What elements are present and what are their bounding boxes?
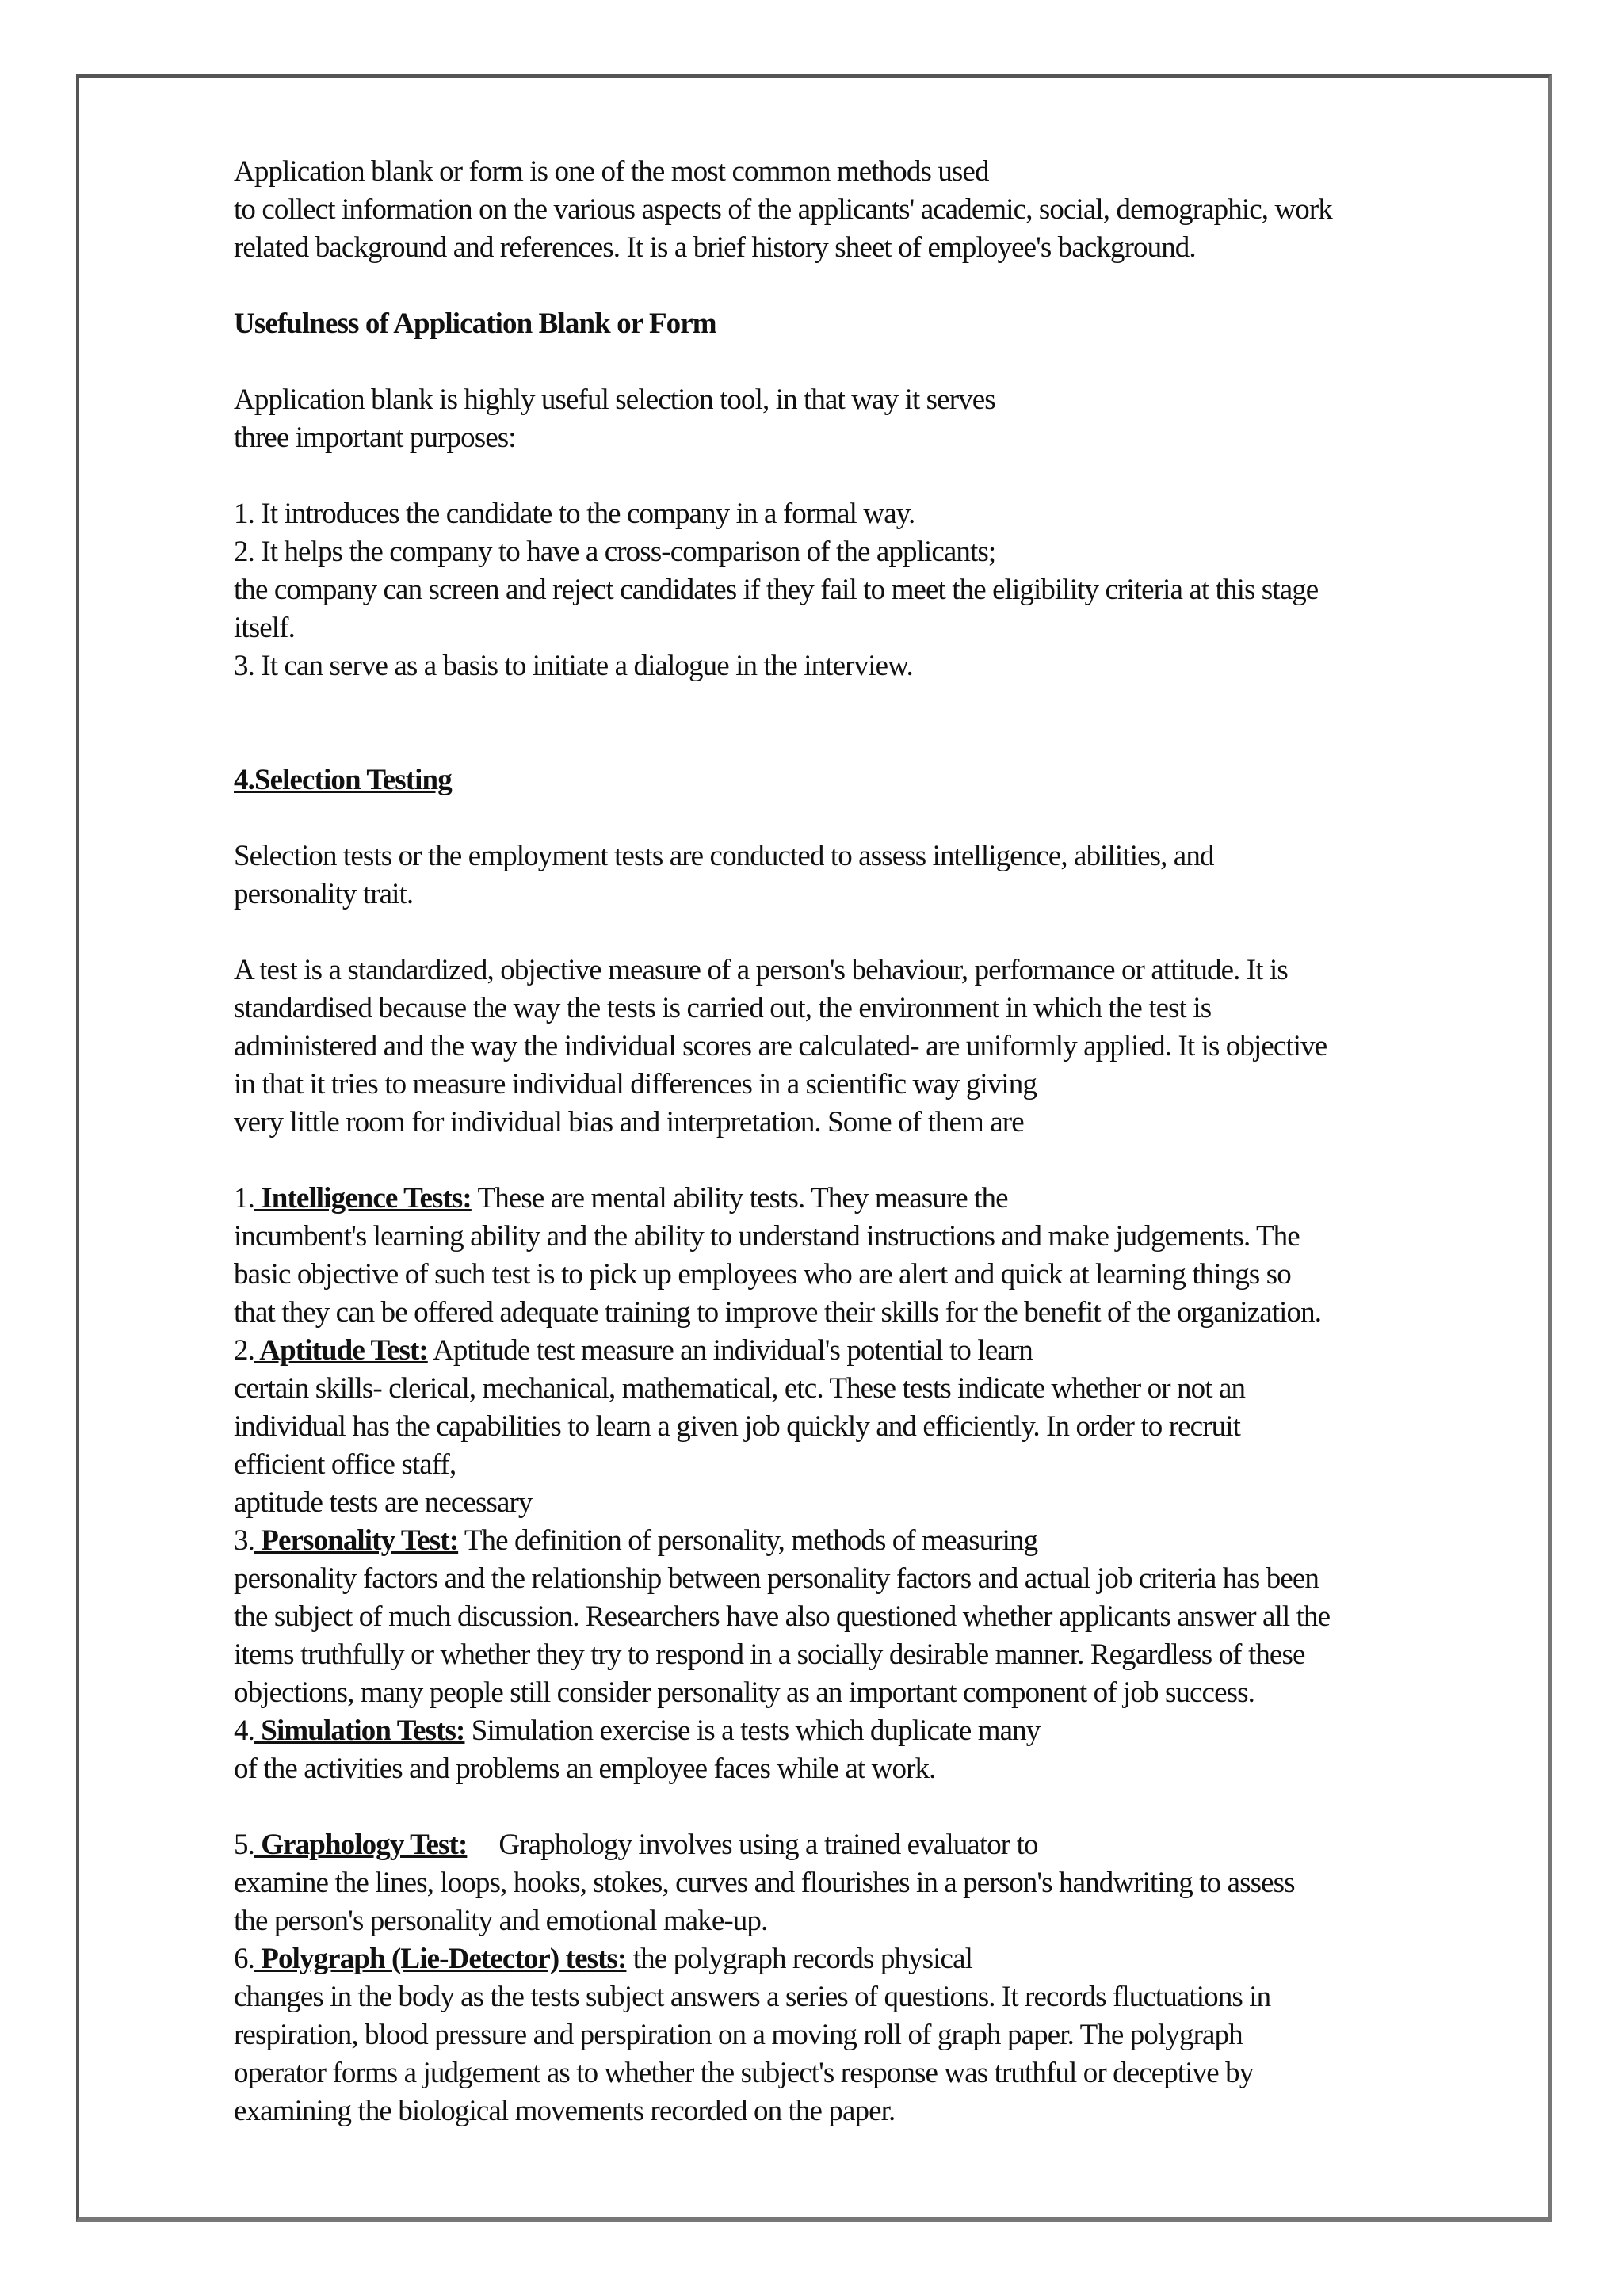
test-first-line: Simulation exercise is a tests which duplicate many xyxy=(464,1714,1041,1747)
test-term: Graphology Test: xyxy=(254,1829,468,1861)
usefulness-point: the company can screen and reject candidates if they fail to meet the eligibility criteria at this stage xyxy=(234,574,1319,606)
test-term: Polygraph (Lie-Detector) tests: xyxy=(254,1943,627,1975)
test-number: 2. xyxy=(234,1334,254,1367)
test-first-line: The definition of personality, methods of measuring xyxy=(458,1524,1038,1557)
test-item-aptitude xyxy=(234,1332,1446,1522)
test-line: items truthfully or whether they try to respond in a socially desirable manner. Regardless of these xyxy=(234,1638,1305,1671)
test-line: the person's personality and emotional make-up. xyxy=(234,1905,768,1937)
intro-line: Application blank or form is one of the most common methods used xyxy=(234,155,989,188)
test-first-line: Graphology involves using a trained evaluator to xyxy=(498,1829,1038,1861)
test-number: 6. xyxy=(234,1943,254,1975)
test-line: operator forms a judgement as to whether the subject's response was truthful or deceptive by xyxy=(234,2057,1254,2089)
selection-para-2 xyxy=(234,952,1446,1142)
selection-para-line: in that it tries to measure individual differences in a scientific way giving xyxy=(234,1068,1037,1100)
test-number: 4. xyxy=(234,1714,254,1747)
test-item-personality xyxy=(234,1522,1446,1712)
selection-para-line: very little room for individual bias and interpretation. Some of them are xyxy=(234,1106,1024,1138)
selection-testing-heading: 4.Selection Testing xyxy=(234,764,452,796)
document-body xyxy=(234,153,1446,2130)
usefulness-line: three important purposes: xyxy=(234,421,516,454)
test-term: Personality Test: xyxy=(254,1524,459,1557)
usefulness-line: Application blank is highly useful selection tool, in that way it serves xyxy=(234,383,995,416)
selection-para-line: standardised because the way the tests is carried out, the environment in which the test is xyxy=(234,992,1212,1024)
test-term: Aptitude Test: xyxy=(254,1334,428,1367)
test-line: changes in the body as the tests subject answers a series of questions. It records fluctuations in xyxy=(234,1981,1271,2013)
intro-line: to collect information on the various aspects of the applicants' academic, social, demographic, work xyxy=(234,193,1332,226)
selection-para-line: personality trait. xyxy=(234,878,414,910)
usefulness-heading: Usefulness of Application Blank or Form xyxy=(234,307,716,340)
selection-para-line: A test is a standardized, objective measure of a person's behaviour, performance or attitude. It is xyxy=(234,954,1288,986)
test-line: incumbent's learning ability and the ability to understand instructions and make judgements. The xyxy=(234,1220,1300,1253)
test-line: basic objective of such test is to pick up employees who are alert and quick at learning things so xyxy=(234,1258,1291,1291)
test-item-polygraph xyxy=(234,1940,1446,2130)
test-first-line: Aptitude test measure an individual's potential to learn xyxy=(427,1334,1033,1367)
test-number: 1. xyxy=(234,1182,254,1215)
usefulness-point: 3. It can serve as a basis to initiate a dialogue in the interview. xyxy=(234,650,913,682)
usefulness-points xyxy=(234,495,1446,685)
test-line: aptitude tests are necessary xyxy=(234,1486,533,1519)
test-line: that they can be offered adequate training to improve their skills for the benefit of the organization. xyxy=(234,1296,1322,1329)
selection-para-line: administered and the way the individual scores are calculated- are uniformly applied. It is objective xyxy=(234,1030,1327,1062)
test-line: efficient office staff, xyxy=(234,1448,456,1481)
test-line: objections, many people still consider personality as an important component of job success. xyxy=(234,1676,1254,1709)
selection-para-1 xyxy=(234,837,1446,913)
test-line: individual has the capabilities to learn a given job quickly and efficiently. In order to recruit xyxy=(234,1410,1240,1443)
test-line: examining the biological movements recorded on the paper. xyxy=(234,2095,896,2127)
test-item-graphology xyxy=(234,1826,1446,1940)
selection-para-line: Selection tests or the employment tests are conducted to assess intelligence, abilities, and xyxy=(234,840,1214,872)
test-term: Simulation Tests: xyxy=(254,1714,465,1747)
test-first-line: These are mental ability tests. They measure the xyxy=(471,1182,1008,1215)
test-item-intelligence xyxy=(234,1180,1446,1332)
test-line: the subject of much discussion. Researchers have also questioned whether applicants answer all the xyxy=(234,1600,1331,1633)
test-line: examine the lines, loops, hooks, stokes, curves and flourishes in a person's handwriting to assess xyxy=(234,1867,1295,1899)
test-item-simulation xyxy=(234,1712,1446,1788)
test-first-line: the polygraph records physical xyxy=(626,1943,972,1975)
intro-paragraph xyxy=(234,153,1446,267)
usefulness-point: 1. It introduces the candidate to the company in a formal way. xyxy=(234,498,915,530)
test-term: Intelligence Tests: xyxy=(254,1182,472,1215)
test-number: 3. xyxy=(234,1524,254,1557)
test-line: personality factors and the relationship between personality factors and actual job criteria has been xyxy=(234,1562,1319,1595)
usefulness-paragraph xyxy=(234,381,1446,457)
test-line: certain skills- clerical, mechanical, mathematical, etc. These tests indicate whether or not an xyxy=(234,1372,1246,1405)
test-line: of the activities and problems an employee faces while at work. xyxy=(234,1753,936,1785)
usefulness-point: 2. It helps the company to have a cross-comparison of the applicants; xyxy=(234,536,996,568)
test-line: respiration, blood pressure and perspiration on a moving roll of graph paper. The polygraph xyxy=(234,2019,1243,2051)
test-number: 5. xyxy=(234,1829,254,1861)
usefulness-point: itself. xyxy=(234,612,295,644)
intro-line: related background and references. It is a brief history sheet of employee's background. xyxy=(234,231,1196,264)
